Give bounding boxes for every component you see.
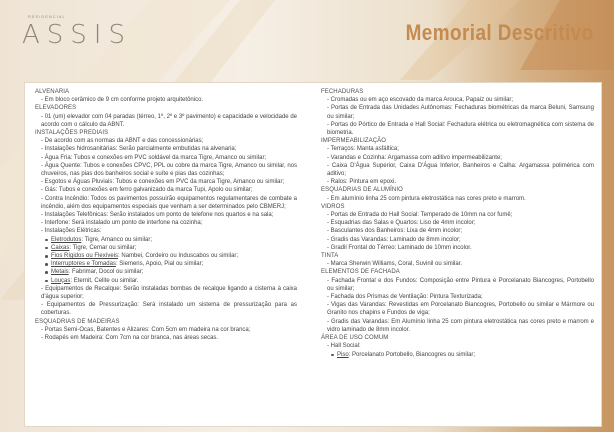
logo-wordmark: ASSIS bbox=[22, 20, 132, 50]
spec-subitem bbox=[35, 236, 297, 244]
subitem-label: Eletrodutos bbox=[51, 236, 82, 243]
spec-item: - Marca Sherwin Williams, Coral, Suvinil ou similar. bbox=[327, 261, 463, 268]
spec-item: - Água Fria: Tubos e conexões em PVC soldável da marca Tigre, Amanco ou similar; bbox=[41, 154, 267, 161]
spec-item: - Esgotos e Águas Pluviais: Tubos e conexões em PVC da marca Tigre, Amanco ou similar; bbox=[41, 179, 285, 186]
subitem-label: Fios Rígidos ou Flexíveis bbox=[51, 253, 119, 260]
spec-item: - Gás: Tubos e conexões em ferro galvanizado da marca Tupi, Apolo ou similar; bbox=[41, 187, 253, 194]
spec-item: - 01 (um) elevador com 04 paradas (térreo, 1º, 2º e 3º pavimento) e capacidade e velocidade de acordo com o cálculo da ABNT. bbox=[41, 113, 297, 128]
spec-item: - Contra Incêndio: Todos os pavimentos possuirão equipamentos regulamentares de combate a incêndio, além dos equipamentos especiais que venham a ser determinados pelo CBMERJ; bbox=[41, 195, 297, 210]
spec-subitem bbox=[35, 252, 297, 260]
spec-item: - Portas do Pórtico de Entrada e Hall Social: Fechadura elétrica ou eletromagnética com sistema de biometria. bbox=[327, 121, 594, 137]
spec-item: - Interfone: Será instalado um ponto de interfone na cozinha; bbox=[41, 220, 203, 227]
spec-item: - Basculantes dos Banheiros: Lixa de 4mm incolor; bbox=[327, 228, 463, 235]
spec-item: - De acordo com as normas da ABNT e das concessionárias; bbox=[41, 138, 204, 145]
section-heading: ALVENARIA bbox=[35, 89, 70, 95]
logo bbox=[22, 14, 142, 70]
spec-item: - Terraços: Manta asfáltica; bbox=[327, 146, 399, 153]
spec-item: - Cromadas ou em aço escovado da marca Arouca, Papaiz ou similar; bbox=[327, 97, 514, 104]
section-heading: ELEMENTOS DE FACHADA bbox=[321, 269, 400, 276]
subitem-label: Metais bbox=[51, 269, 69, 276]
spec-item: - Instalações hidrosanitárias: Serão parcialmente embutidas na alvenaria; bbox=[41, 146, 237, 153]
spec-item: - Varandas e Cozinha: Argamassa com aditivo impermeabilizante; bbox=[327, 154, 502, 161]
logo-small-text: RESIDENCIAL bbox=[28, 14, 66, 19]
spec-item: - Instalações Telefônicas: Serão instalados um ponto de telefone nos quartos e na sala; bbox=[41, 212, 274, 219]
spec-item: - Em alumínio linha 25 com pintura eletrostática nas cores preto e marrom. bbox=[327, 195, 526, 202]
spec-subitem bbox=[35, 277, 297, 285]
subitem-text: : Tigre, Amanco ou similar; bbox=[81, 236, 153, 243]
spec-subitem bbox=[35, 260, 297, 268]
subitem-text: : Porcelanato Portobello, Biancogres ou similar; bbox=[348, 351, 476, 358]
section-heading: ESQUADRIAS DE MADEIRAS bbox=[35, 318, 120, 325]
spec-item: - Gradil Frontal do Térreo: Laminado de 10mm incolor. bbox=[327, 244, 472, 251]
content-panel bbox=[24, 82, 602, 427]
spec-item: - Fachada dos Prismas de Ventilação: Pintura Texturizada; bbox=[327, 294, 483, 301]
subitem-label: Louças bbox=[51, 277, 71, 284]
spec-item: - Portas de Entrada das Unidades Autônomas: Fechaduras biométricas da marca Beluni, Samsung ou similar; bbox=[327, 105, 594, 120]
right-column bbox=[321, 88, 594, 359]
section-heading: IMPERMEABILIZAÇÃO bbox=[321, 138, 387, 145]
subitem-label: Piso bbox=[337, 351, 349, 358]
subitem-text: : Siemens, Apoio, Pial ou similar; bbox=[115, 261, 204, 268]
spec-item: - Vigas das Varandas: Revestidas em Porcelanato Biancogres, Portobello ou similar e Mármore ou Granito nos chapins e Fundos de viga; bbox=[327, 302, 594, 317]
spec-item: - Ralos: Pintura em epoxi. bbox=[327, 179, 397, 186]
spec-item: - Esquadrias das Salas e Quartos: Liso de 4mm incolor; bbox=[327, 220, 476, 227]
section-heading: ÁREA DE USO COMUM bbox=[321, 335, 389, 342]
page-title: Memorial Descritivo bbox=[406, 20, 594, 45]
spec-item: - Fachada Frontal e dos Fundos: Composição entre Pintura e Porcelanato Biancogres, Portobello ou similar; bbox=[327, 277, 594, 292]
subitem-text: : Nambei, Cordeiro ou Induscabos ou similar; bbox=[118, 253, 239, 260]
spec-item: - Portas de Entrada do Hall Social: Temperado de 10mm na cor fumê; bbox=[327, 212, 513, 219]
section-heading: FECHADURAS bbox=[321, 89, 364, 95]
subitem-text: : Tigre, Cemar ou similar; bbox=[69, 244, 137, 251]
spec-item: - Caixa D'Água Superior, Caixa D'Água Inferior, Banheiros e Calha: Argamassa polimérica com aditivo; bbox=[327, 162, 594, 178]
section-heading: INSTALAÇÕES PREDIAIS bbox=[35, 130, 109, 137]
spec-item: - Água Quente: Tubos e conexões CPVC, PPL ou cobre da marca Tigre, Amanco ou similar, nos chuveiros, nas pias dos banheiros social e suíte e pias das cozinhas; bbox=[41, 162, 297, 178]
spec-item: - Hall Social: bbox=[327, 343, 361, 350]
subitem-text: : Fabrimar, Docol ou similar; bbox=[68, 269, 144, 276]
subitem-text: : Eternit, Celite ou similar. bbox=[70, 277, 139, 284]
spec-item: - Rodapés em Madeira: Com 7cm na cor branca, nas áreas secas. bbox=[41, 335, 219, 342]
spec-item: - Equipamentos de Recalque: Serão instaladas bombas de recalque ligando a cisterna à caixa d'água superior; bbox=[41, 285, 297, 301]
spec-subitem bbox=[321, 351, 594, 359]
section-heading: TINTA bbox=[321, 253, 339, 260]
spec-subitem bbox=[35, 244, 297, 252]
section-heading: ESQUADRIAS DE ALUMÍNIO bbox=[321, 187, 403, 194]
spec-subitem bbox=[35, 268, 297, 276]
section-heading: VIDROS bbox=[321, 203, 345, 210]
spec-item: - Em bloco cerâmico de 9 cm conforme projeto arquitetônico. bbox=[41, 97, 204, 104]
spec-item: - Gradis das Varandas: Laminado de 8mm incolor; bbox=[327, 236, 461, 243]
spec-item: - Instalações Elétricas: bbox=[41, 228, 102, 235]
spec-item: - Equipamentos de Pressurização: Será instalado um sistema de pressurização para as coberturas. bbox=[41, 302, 297, 317]
spec-item: - Portas Semi-Ocas, Batentes e Alizares: Com 5cm em madeira na cor branca; bbox=[41, 326, 251, 333]
left-column bbox=[35, 88, 297, 342]
spec-item: - Gradis das Varandas: Em Alumínio linha 25 com pintura eletrostática nas cores preto e marrom e vidro laminado de 8mm incolor. bbox=[327, 318, 594, 333]
section-heading: ELEVADORES bbox=[35, 105, 77, 112]
subitem-label: Interruptores e Tomadas bbox=[51, 261, 116, 268]
subitem-label: Caixas bbox=[51, 244, 70, 251]
